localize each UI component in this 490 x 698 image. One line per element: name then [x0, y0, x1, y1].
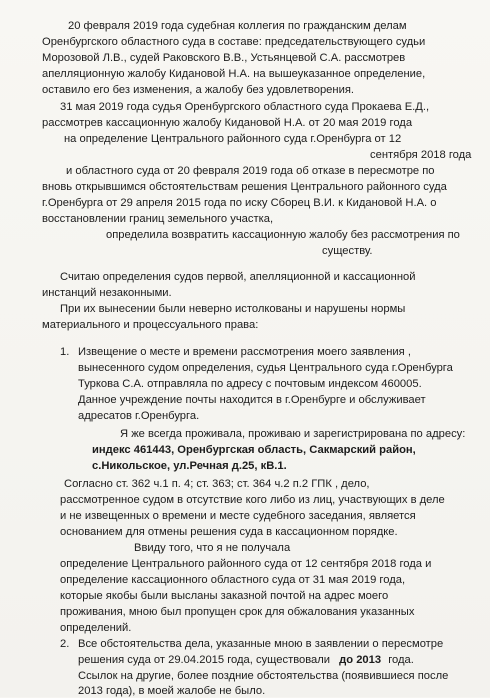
text-line — [78, 653, 414, 667]
text-line: сентября 2018 года — [370, 149, 472, 161]
text-line: материального и процессуального права: — [42, 319, 259, 331]
text-line: на определение Центрального районного суда г.Оренбурга от 12 — [64, 133, 402, 145]
text-line: Ссылок на другие, более поздние обстоятельства (появившиеся после — [78, 670, 449, 682]
text-line: проживания, мною был пропущен срок для обжалования указанных — [60, 606, 415, 618]
text-line: рассмотрев кассационную жалобу Кидановой Н.А. от 20 мая 2019 года — [42, 117, 413, 129]
list-number: 2. — [60, 638, 70, 650]
text-line: апелляционную жалобу Кидановой Н.А. на вышеуказанное определение, — [42, 68, 426, 80]
address-line: с.Никольское, ул.Речная д.25, кВ.1. — [92, 460, 287, 472]
text-line: адресатов г.Оренбурга. — [78, 410, 200, 422]
text-line: и не извещенных о времени и месте судебного заседания, является — [60, 510, 416, 522]
text-line: восстановлении границ земельного участка, — [42, 213, 274, 225]
text-line: рассмотренное судом в отсутствие кого либо из лиц, участвующих в деле — [60, 494, 445, 506]
text-line: и областного суда от 20 февраля 2019 года об отказе в пересмотре по — [66, 165, 435, 177]
text-line: 20 февраля 2019 года судебная коллегия по гражданским делам — [68, 20, 407, 32]
text-line: Данное учреждение почты находится в г.Оренбурге и обслуживает — [78, 394, 426, 406]
text-line: 2013 года), в моей жалобе не было. — [78, 685, 266, 697]
text-line: инстанций незаконными. — [42, 287, 172, 299]
text-line: определений. — [60, 622, 132, 634]
text-line: вынесенного судом определения, судья Центрального суда г.Оренбурга — [78, 362, 453, 374]
text-line: Согласно ст. 362 ч.1 п. 4; ст. 363; ст. 364 ч.2 п.2 ГПК , дело, — [64, 478, 370, 490]
text-line: Извещение о месте и времени рассмотрения моего заявления , — [78, 346, 411, 358]
text-fragment: года. — [388, 654, 414, 666]
text-line: При их вынесении были неверно истолкованы и нарушены нормы — [60, 303, 406, 315]
text-line: Я же всегда проживала, проживаю и зарегистрирована по адресу: — [120, 428, 466, 440]
list-number: 1. — [60, 346, 70, 358]
text-line: оставило его без изменения, а жалобу без удовлетворения. — [42, 84, 354, 96]
text-line: Все обстоятельства дела, указанные мною в заявлении о пересмотре — [78, 638, 444, 650]
text-fragment: решения суда от 29.04.2015 года, существовали — [78, 654, 331, 666]
text-line: Туркова С.А. отправляла по адресу с почтовым индексом 460005. — [78, 378, 422, 390]
text-line: Ввиду того, что я не получала — [134, 542, 291, 554]
text-line: определила возвратить кассационную жалобу без рассмотрения по — [106, 229, 460, 241]
emphasized-year: до 2013 — [339, 654, 382, 666]
text-line: существу. — [322, 245, 373, 257]
text-line: 31 мая 2019 года судья Оренбургского областного суда Прокаева Е.Д., — [60, 101, 430, 113]
text-line: г.Оренбурга от 29 апреля 2015 года по иску Сборец В.И. к Кидановой Н.А. о — [42, 197, 437, 209]
text-line: определение Центрального районного суда от 12 сентября 2018 года и — [60, 558, 432, 570]
text-line: Считаю определения судов первой, апелляционной и кассационной — [60, 271, 416, 283]
text-line: определение кассационного областного суда от 31 мая 2019 года, — [60, 574, 406, 586]
text-line: вновь открывшимся обстоятельствам решения Центрального районного суда — [42, 181, 447, 193]
text-line: которые якобы были высланы заказной почтой на адрес моего — [60, 590, 389, 602]
address-line: индекс 461443, Оренбургская область, Сакмарский район, — [92, 444, 416, 456]
text-line: основанием для отмены решения суда в кассационном порядке. — [60, 526, 398, 538]
text-line: Оренбургского областного суда в составе: председательствующего судьи — [42, 36, 426, 48]
text-line: Морозовой Л.В., судей Раковского В.В., Устьянцевой С.А. рассмотрев — [42, 52, 406, 64]
